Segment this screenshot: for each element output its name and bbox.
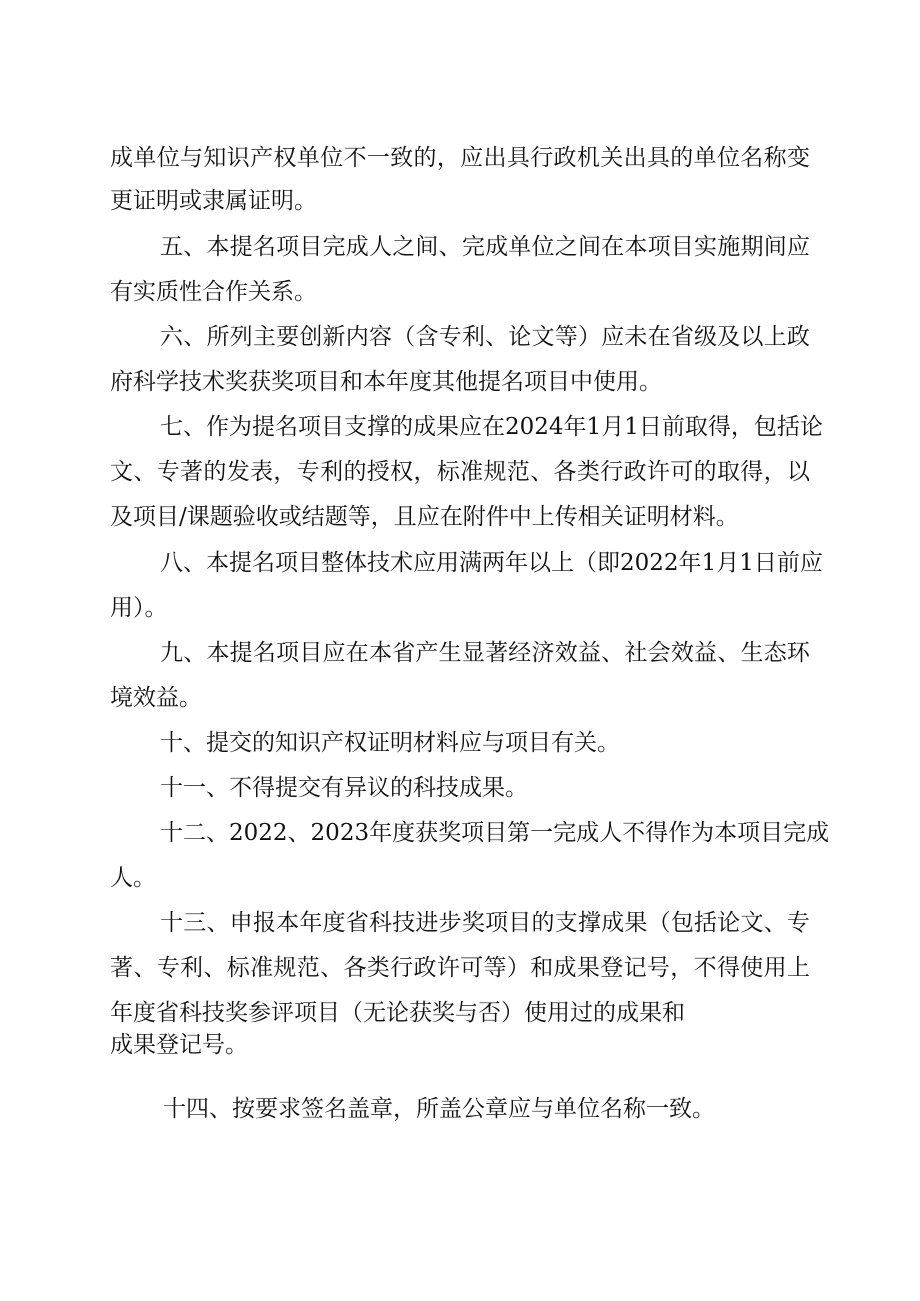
text-line: 十四、按要求签名盖章，所盖公章应与单位名称一致。	[163, 1096, 715, 1122]
text-line: 八 、 本 提 名 项 目 整 体 技 术 应 用 满 两 年 以 上 （ 即 2022 年 1 月 1 日 前 应	[160, 550, 823, 576]
text-line: 六 、 所 列 主 要 创 新 内 容 （ 含 专 利 、 论 文 等 ） 应 未 在 省 级 及 以 上 政	[160, 324, 810, 350]
text-line: 十 三 、 申 报 本 年 度 省 科 技 进 步 奖 项 目 的 支 撑 成 果 （ 包 括 论 文 、 专	[160, 910, 810, 936]
text-line: 成果登记号。	[110, 1032, 248, 1058]
text-line: 府科学技术奖获奖项目和本年度其他提名项目中使用。	[110, 369, 662, 395]
text-line: 更证明或隶属证明。	[110, 188, 317, 214]
text-line: 及项目/课题验收或结题等，且应在附件中上传相关证明材料。	[110, 504, 739, 530]
text-line: 有实质性合作关系。	[110, 279, 317, 305]
text-line: 十 二 、 2022 、 2023 年 度 获 奖 项 目 第 一 完 成 人 不 得 作 为 本 项 目 完 成	[160, 820, 830, 846]
text-line: 成 单 位 与 知 识 产 权 单 位 不 一 致 的 ， 应 出 具 行 政 机 关 出 具 的 单 位 名 称 变	[110, 145, 810, 171]
text-line: 著 、 专 利 、 标 准 规 范 、 各 类 行 政 许 可 等 ） 和 成 果 登 记 号 ， 不 得 使 用 上	[110, 955, 810, 981]
text-line: 五 、 本 提 名 项 目 完 成 人 之 间 、 完 成 单 位 之 间 在 本 项 目 实 施 期 间 应	[160, 234, 810, 260]
text-line: 七 、 作 为 提 名 项 目 支 撑 的 成 果 应 在 2024 年 1 月 1 日 前 取 得 ， 包 括 论	[160, 414, 823, 440]
text-line: 十、提交的知识产权证明材料应与项目有关。	[160, 730, 620, 756]
text-line: 十一、不得提交有异议的科技成果。	[160, 775, 528, 801]
text-line: 境效益。	[110, 685, 202, 711]
text-line: 人。	[110, 865, 156, 891]
text-line: 年度省科技奖参评项目（无论获奖与否）使用过的成果和	[110, 1000, 685, 1026]
text-line: 文 、 专 著 的 发 表 ， 专 利 的 授 权 ， 标 准 规 范 、 各 类 行 政 许 可 的 取 得 ， 以	[110, 459, 810, 485]
text-line: 九 、 本 提 名 项 目 应 在 本 省 产 生 显 著 经 济 效 益 、 社 会 效 益 、 生 态 环	[160, 640, 810, 666]
text-line: 用）。	[110, 595, 168, 621]
